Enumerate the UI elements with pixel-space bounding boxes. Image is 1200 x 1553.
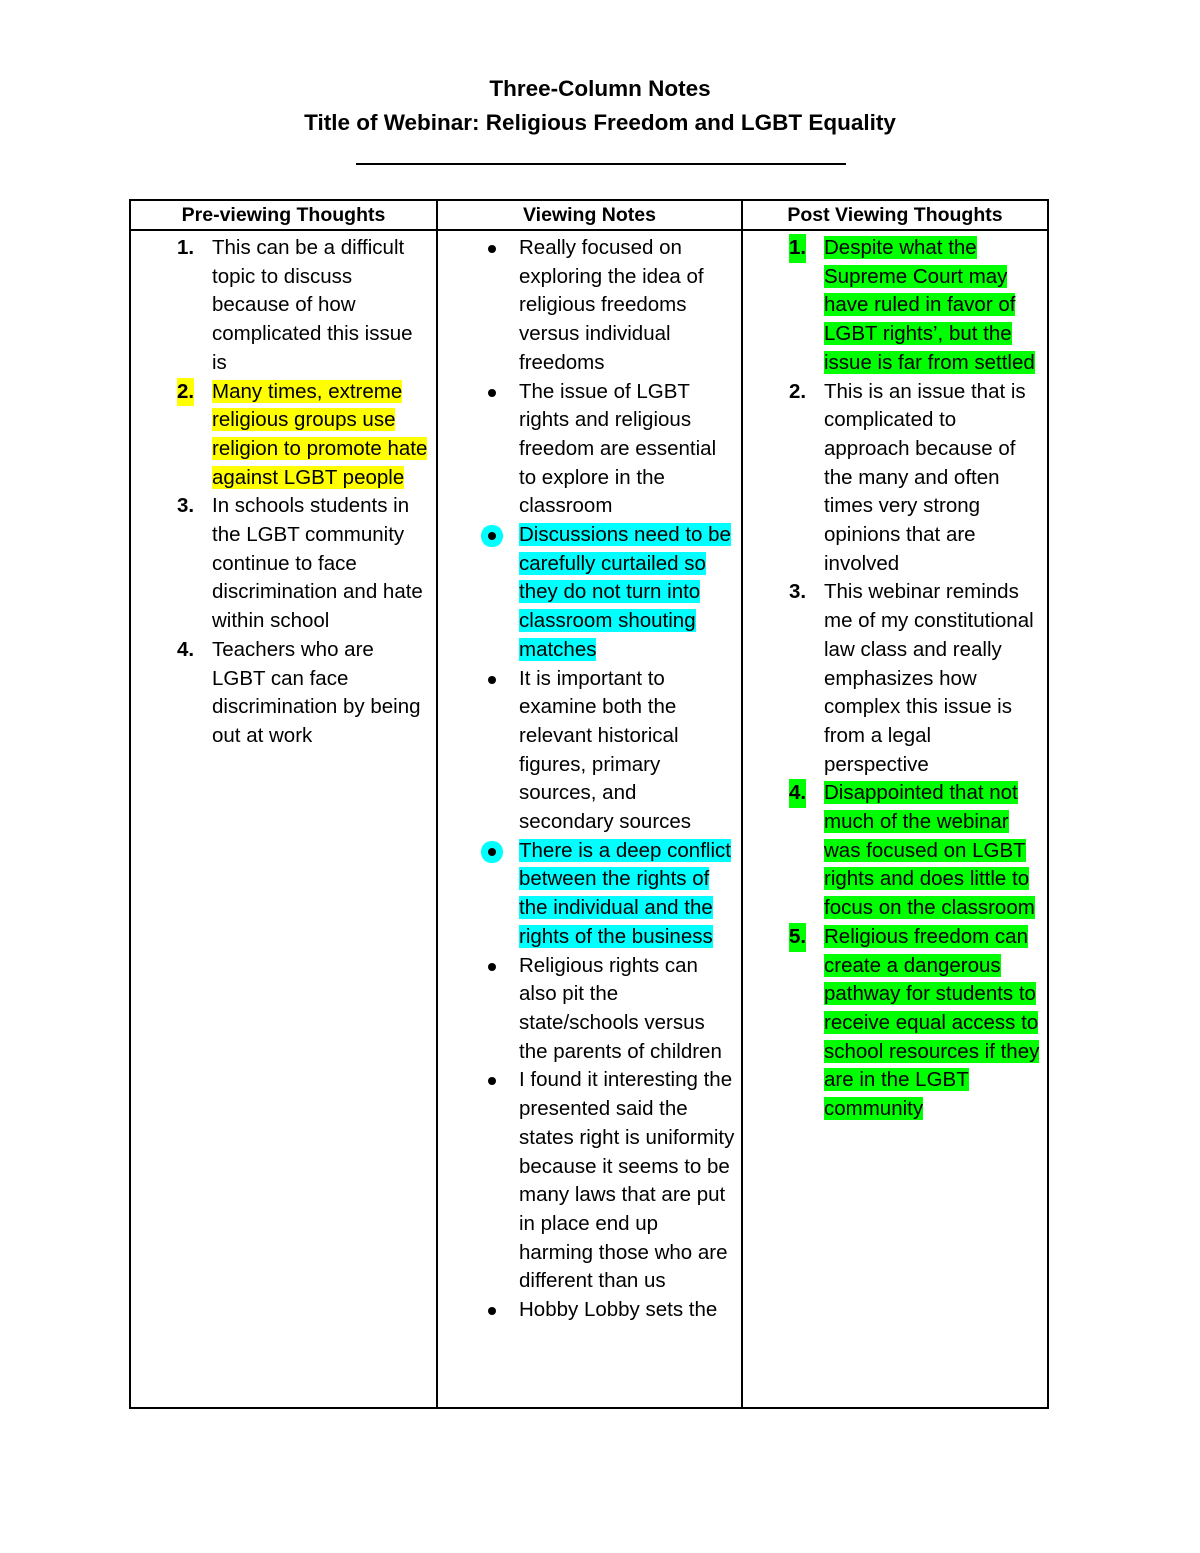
- notes-row: [130, 230, 1048, 1408]
- bullet-icon: [488, 245, 496, 253]
- list-number: 1.: [789, 234, 806, 263]
- bullet-icon: [488, 676, 496, 684]
- list-number: 2.: [177, 378, 194, 407]
- post-viewing-list: [743, 231, 1047, 1124]
- pre-viewing-cell: [130, 230, 437, 1408]
- header-pre-viewing: Pre-viewing Thoughts: [130, 200, 437, 230]
- document-title: Three-Column Notes: [489, 76, 711, 101]
- pre-viewing-item: [131, 234, 436, 378]
- note-text: Religious rights can also pit the state/schools versus the parents of children: [519, 953, 722, 1063]
- note-text: In schools students in the LGBT community continue to face discrimination and hate within school: [212, 494, 423, 633]
- pre-viewing-list: [131, 231, 436, 751]
- bullet-icon: [488, 1077, 496, 1085]
- bullet-icon: [488, 532, 496, 540]
- pre-viewing-item: [131, 636, 436, 751]
- pre-viewing-item: [131, 492, 436, 636]
- pre-viewing-item: [131, 378, 436, 493]
- post-viewing-item: [743, 378, 1047, 579]
- note-text: Disappointed that not much of the webinar was focused on LGBT rights and does little to focus on the classroom: [824, 781, 1035, 920]
- post-viewing-item: [743, 779, 1047, 923]
- viewing-note-item: [438, 837, 741, 952]
- note-text: It is important to examine both the relevant historical figures, primary sources, and secondary sources: [519, 666, 692, 834]
- viewing-note-item: [438, 1296, 741, 1325]
- viewing-note-item: [438, 234, 741, 378]
- list-number: 2.: [789, 379, 807, 403]
- post-viewing-item: [743, 234, 1047, 378]
- note-text: Teachers who are LGBT can face discrimination by being out at work: [212, 637, 421, 747]
- viewing-notes-list: [438, 231, 741, 1325]
- viewing-note-item: [438, 1066, 741, 1296]
- note-text: Really focused on exploring the idea of religious freedoms versus individual freedoms: [519, 236, 704, 374]
- viewing-cell: [437, 230, 742, 1408]
- note-text: Despite what the Supreme Court may have ruled in favor of LGBT rights’, but the issue is far from settled: [824, 236, 1035, 374]
- bullet-icon: [488, 1307, 496, 1315]
- viewing-note-item: [438, 521, 741, 665]
- viewing-note-item: [438, 665, 741, 837]
- list-number: 4.: [789, 779, 806, 808]
- list-number: 3.: [789, 580, 807, 604]
- three-column-notes-table: [129, 199, 1049, 1409]
- note-text: Many times, extreme religious groups use religion to promote hate against LGBT people: [212, 379, 428, 489]
- list-number: 4.: [177, 637, 195, 661]
- webinar-title: Title of Webinar: Religious Freedom and LGBT Equality: [304, 110, 896, 135]
- viewing-note-item: [438, 952, 741, 1067]
- bullet-icon: [488, 389, 496, 397]
- list-number: 1.: [177, 236, 195, 259]
- header-post-viewing: Post Viewing Thoughts: [742, 200, 1048, 230]
- title-underline: [356, 163, 846, 165]
- viewing-note-item: [438, 378, 741, 522]
- post-viewing-item: [743, 578, 1047, 779]
- note-text: This can be a difficult topic to discuss because of how complicated this issue is: [212, 236, 413, 374]
- bullet-icon: [488, 963, 496, 971]
- note-text: Hobby Lobby sets the: [519, 1298, 718, 1322]
- note-text: The issue of LGBT rights and religious freedom are essential to explore in the classroom: [519, 379, 717, 518]
- bullet-icon: [488, 848, 496, 856]
- post-viewing-cell: [742, 230, 1048, 1408]
- header-viewing: Viewing Notes: [437, 200, 742, 230]
- list-number: 3.: [177, 494, 195, 518]
- note-text: Discussions need to be carefully curtailed so they do not turn into classroom shouting matches: [519, 523, 731, 661]
- note-text: This webinar reminds me of my constitutional law class and really emphasizes how complex this issue is from a legal perspective: [824, 580, 1034, 776]
- header-row: [130, 200, 1048, 230]
- post-viewing-item: [743, 923, 1047, 1124]
- list-number: 5.: [789, 923, 806, 952]
- note-text: This is an issue that is complicated to approach because of the many and often times very strong opinions that are involved: [824, 379, 1026, 575]
- note-text: There is a deep conflict between the rights of the individual and the rights of the business: [519, 838, 731, 948]
- note-text: Religious freedom can create a dangerous pathway for students to receive equal access to school resources if they are in the LGBT community: [824, 924, 1040, 1121]
- note-text: I found it interesting the presented said the states right is uniformity because it seems to be many laws that are put in place end up harming those who are different than us: [519, 1068, 735, 1293]
